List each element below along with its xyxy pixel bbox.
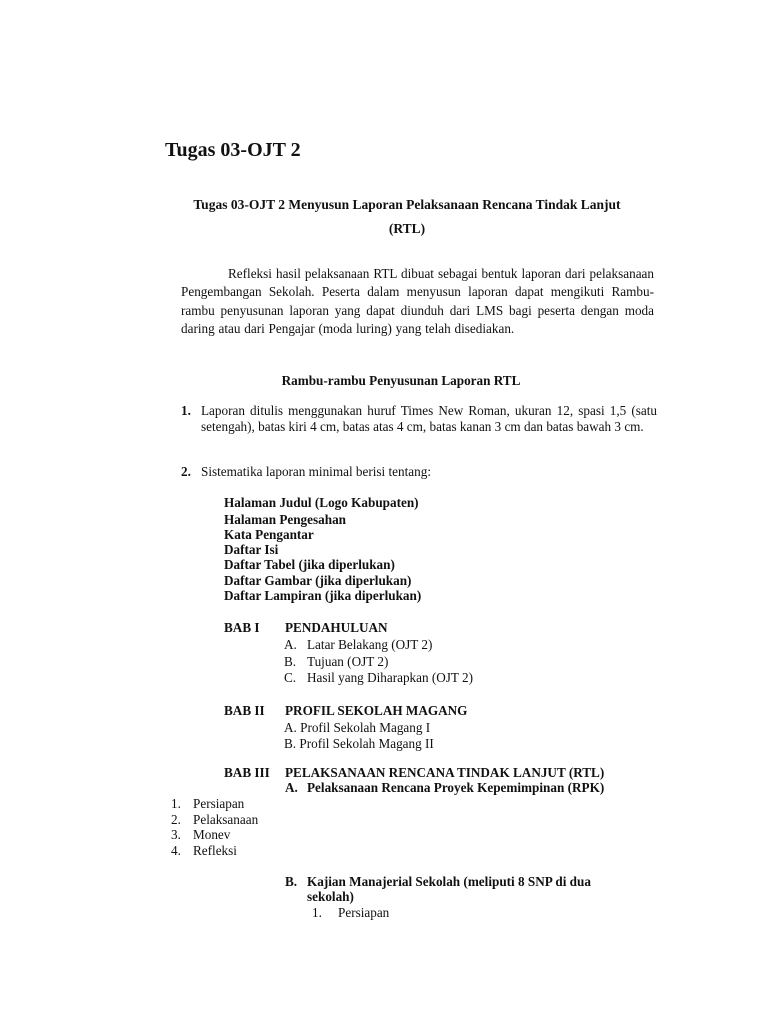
- bab3-subB-line2: sekolah): [307, 889, 354, 904]
- bab3-subA-letter: A.: [285, 780, 298, 795]
- bab1-label: BAB I: [224, 620, 260, 635]
- bab1-sub-text: Tujuan (OJT 2): [307, 654, 389, 669]
- listA-number: 1.: [171, 796, 181, 811]
- bab1-sub-text: Hasil yang Diharapkan (OJT 2): [307, 670, 474, 685]
- document-title: Tugas 03-OJT 2: [165, 139, 301, 161]
- front-matter-item: Daftar Tabel (jika diperlukan): [224, 557, 395, 572]
- bab1-sub-letter: C.: [284, 670, 297, 685]
- item-1-text: Laporan ditulis menggunakan huruf Times New Roman, ukuran 12, spasi 1,5 (satu setengah), batas kiri 4 cm, batas atas 4 cm, batas kanan 3 cm dan batas bawah 3 cm.: [201, 403, 657, 434]
- listA-number: 3.: [171, 827, 181, 842]
- front-matter-item: Daftar Lampiran (jika diperlukan): [224, 588, 422, 603]
- bab1-sub-letter: B.: [284, 654, 297, 669]
- bab3-subB-letter: B.: [285, 874, 298, 889]
- bab2-label: BAB II: [224, 703, 265, 718]
- item-2-number: 2.: [181, 464, 191, 479]
- listA-item: Persiapan: [193, 796, 245, 811]
- listA-number: 4.: [171, 843, 181, 858]
- front-matter-item: Kata Pengantar: [224, 527, 314, 542]
- front-matter-item: Halaman Pengesahan: [224, 512, 346, 527]
- listB-number: 1.: [312, 905, 322, 920]
- bab1-sub-letter: A.: [284, 637, 297, 652]
- bab1-sub-text: Latar Belakang (OJT 2): [307, 637, 433, 652]
- bab2-sub: A. Profil Sekolah Magang I: [284, 720, 431, 735]
- listA-item: Pelaksanaan: [193, 812, 259, 827]
- item-2-text: Sistematika laporan minimal berisi tentang:: [201, 464, 431, 479]
- listB-item: Persiapan: [338, 905, 390, 920]
- listA-item: Refleksi: [193, 843, 237, 858]
- bab3-label: BAB III: [224, 765, 270, 780]
- front-matter-item: Daftar Isi: [224, 542, 279, 557]
- bab3-title: PELAKSANAAN RENCANA TINDAK LANJUT (RTL): [285, 765, 605, 780]
- front-matter-item: Daftar Gambar (jika diperlukan): [224, 573, 412, 588]
- bab3-subB-line1: Kajian Manajerial Sekolah (meliputi 8 SNP di dua: [307, 874, 591, 889]
- listA-number: 2.: [171, 812, 181, 827]
- item-1-number: 1.: [181, 403, 191, 418]
- bab3-subA-text: Pelaksanaan Rencana Proyek Kepemimpinan (RPK): [307, 780, 605, 795]
- bab2-title: PROFIL SEKOLAH MAGANG: [285, 703, 468, 718]
- bab1-title: PENDAHULUAN: [285, 620, 388, 635]
- front-matter-item: Halaman Judul (Logo Kabupaten): [224, 495, 419, 510]
- intro-paragraph: Refleksi hasil pelaksanaan RTL dibuat sebagai bentuk laporan dari pelaksanaan Pengembangan Sekolah. Peserta dalam menyusun laporan dapat mengikuti Rambu-rambu penyusunan laporan yang dapat diunduh dari LMS bagi peserta dengan moda daring atau dari Pengajar (moda luring) yang telah disediakan.: [181, 266, 654, 336]
- section-heading: Rambu-rambu Penyusunan Laporan RTL: [281, 373, 521, 388]
- document-subtitle-line1: Tugas 03-OJT 2 Menyusun Laporan Pelaksanaan Rencana Tindak Lanjut: [193, 197, 621, 212]
- bab2-sub: B. Profil Sekolah Magang II: [284, 736, 434, 751]
- listA-item: Monev: [193, 827, 231, 842]
- document-subtitle-line2: (RTL): [388, 221, 426, 236]
